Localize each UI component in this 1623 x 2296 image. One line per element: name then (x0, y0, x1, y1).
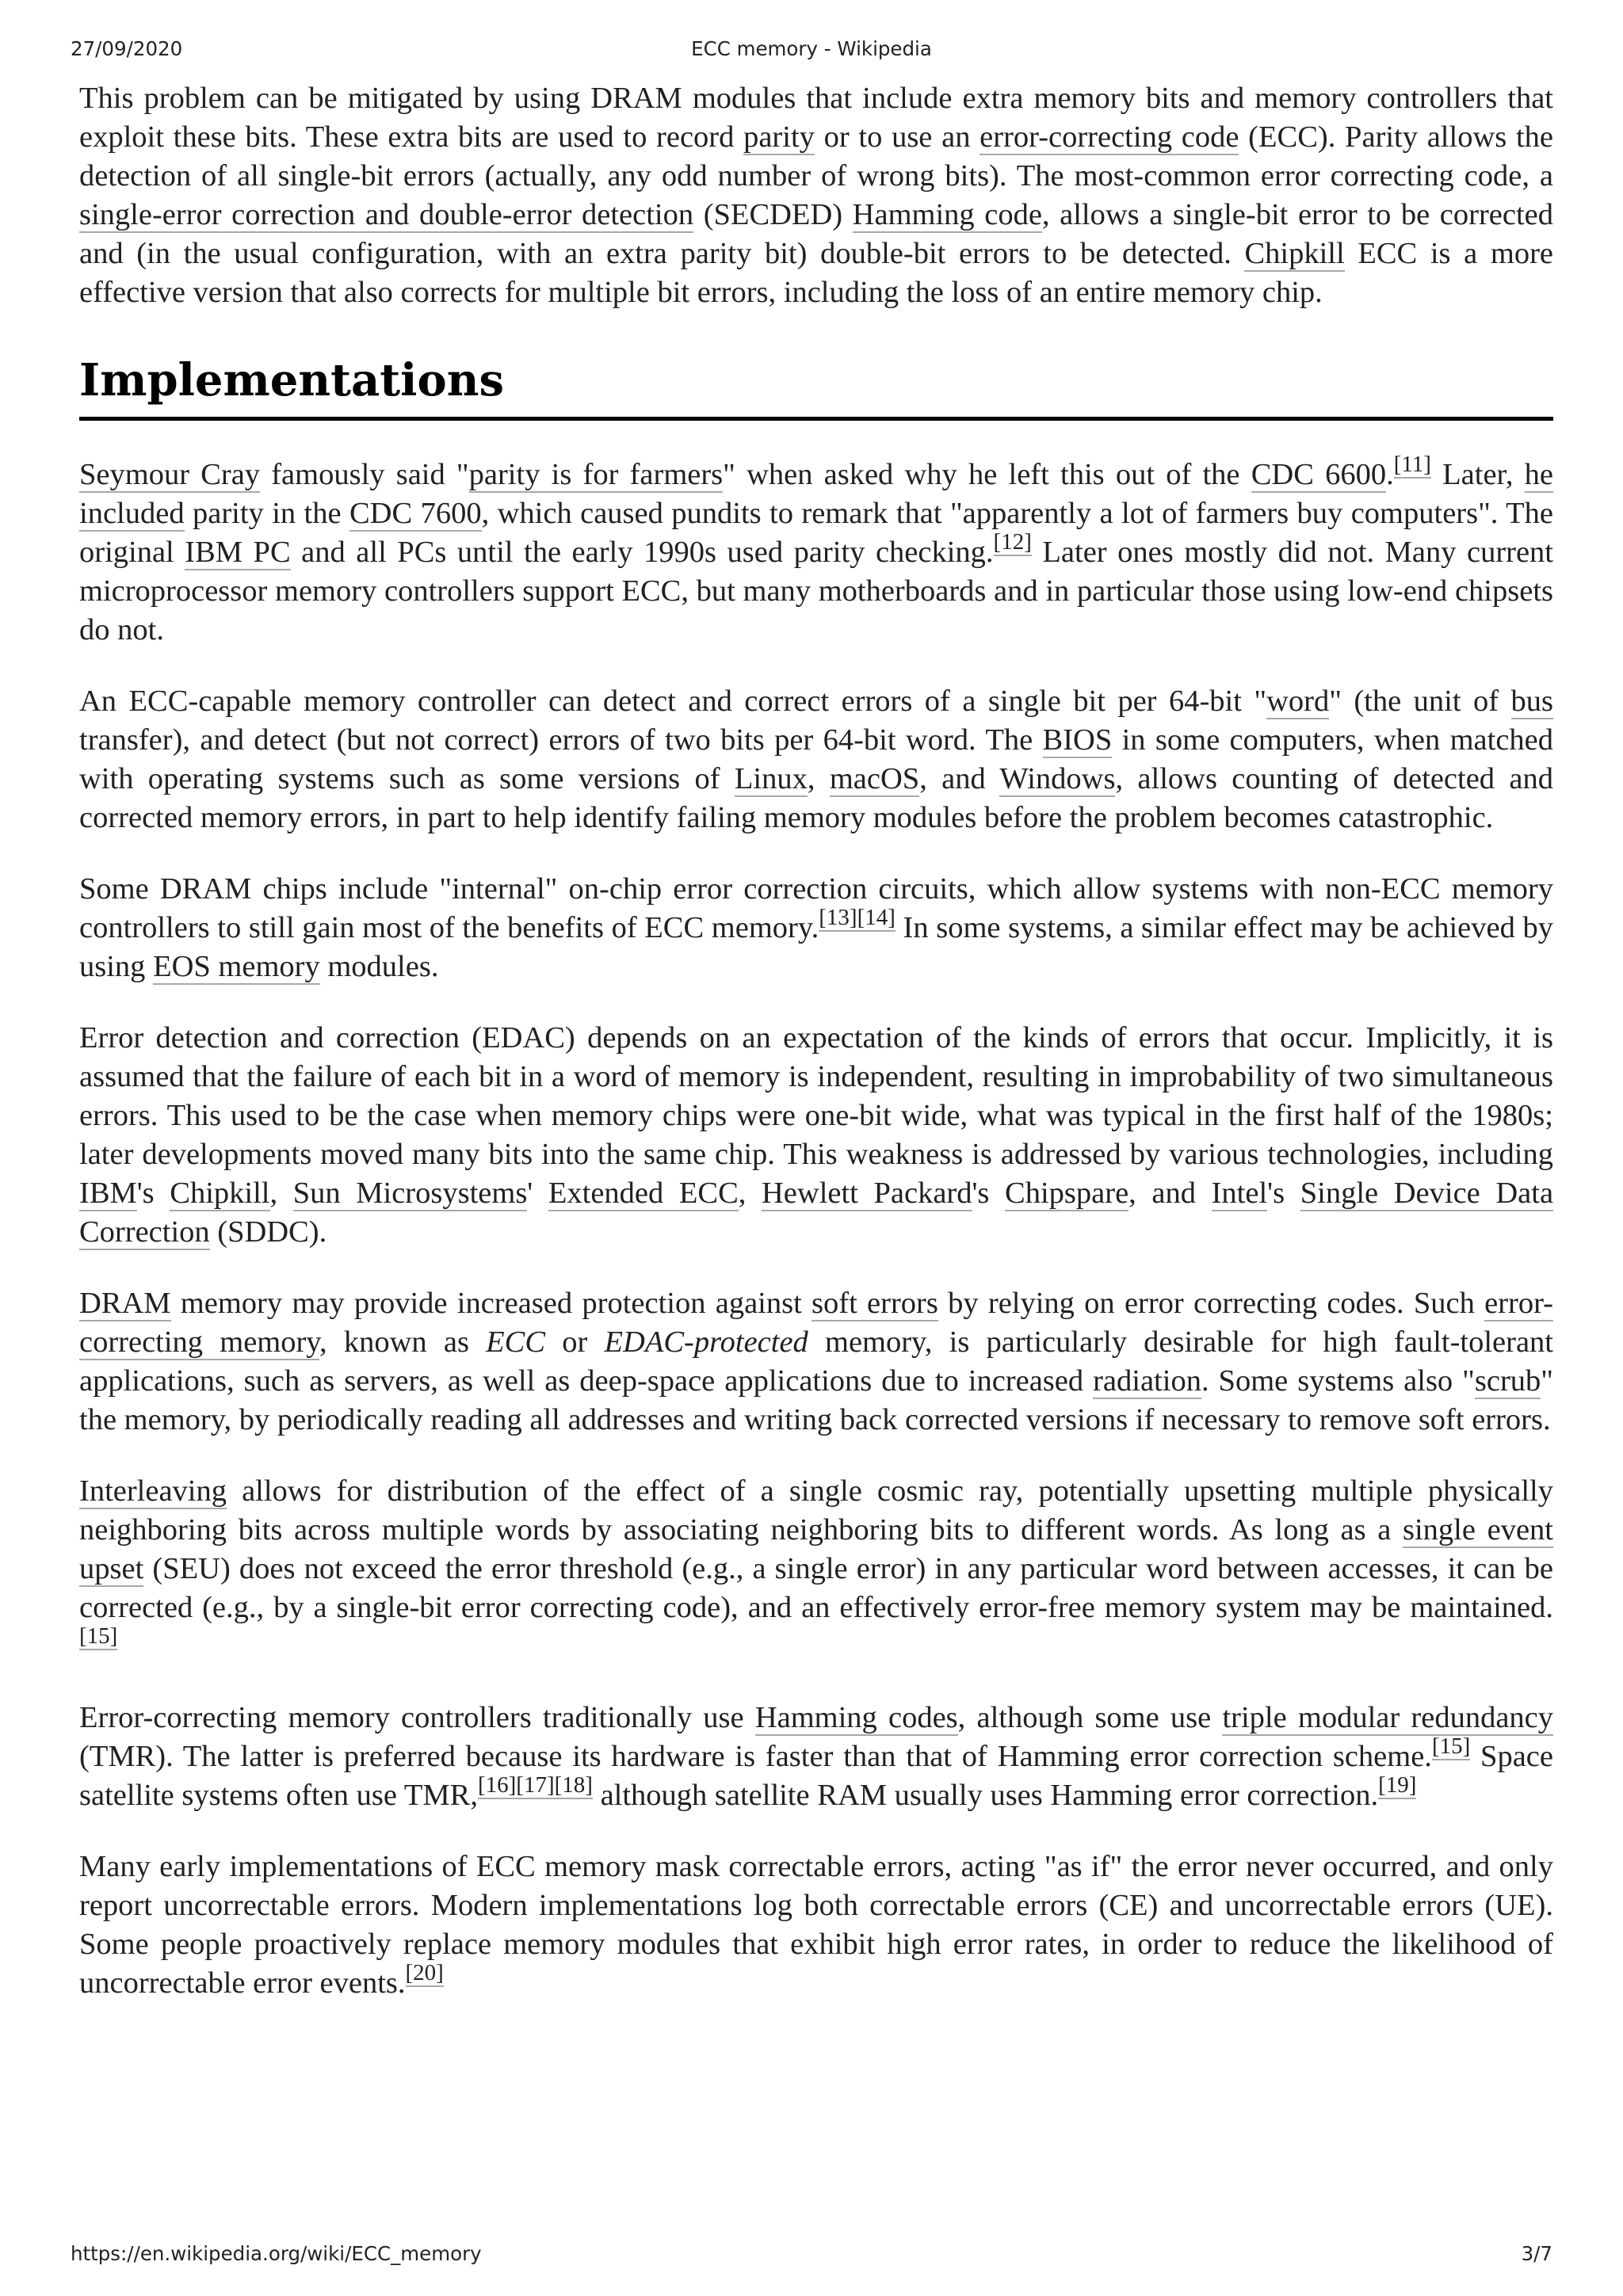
text: in some computers, when matched with operating systems such as some versions of (79, 723, 1553, 795)
section-heading: Implementations (79, 353, 1553, 421)
text: , and (1128, 1177, 1212, 1210)
text: , (269, 1177, 293, 1210)
link-cdc-6600[interactable]: CDC 6600 (1251, 458, 1387, 491)
link-intel[interactable]: Intel (1211, 1177, 1268, 1210)
text: memory, is particularly desirable for high fault-tolerant applications, such as servers, as well as deep-space applications due to increased (79, 1325, 1553, 1398)
text: In some systems, a similar effect may be achieved by using (79, 911, 1553, 983)
text: (SECDED) (693, 198, 853, 231)
term-edac-protected: EDAC-protected (604, 1325, 808, 1359)
link-bios[interactable]: BIOS (1042, 723, 1113, 757)
text: or to use an (814, 120, 980, 154)
text: " the memory, by periodically reading all addresses and writing back corrected versions if necessary to remove soft errors. (79, 1364, 1553, 1436)
page-number: 3/7 (1521, 2242, 1552, 2265)
text: Some DRAM chips include "internal" on-chip error correction circuits, which allow systems with non-ECC memory controllers to still gain most of the benefits of ECC memory. (79, 872, 1553, 944)
paragraph-error-logging (79, 1848, 1553, 2003)
text: 's (136, 1177, 170, 1210)
link-eos-memory[interactable]: EOS memory (153, 950, 320, 983)
text: Later, (1430, 458, 1525, 491)
text: , which caused pundits to remark that "apparently a lot of farmers buy computers". The original (79, 497, 1553, 569)
article-content (79, 79, 1553, 2035)
citation-16[interactable]: [16] (477, 1772, 517, 1798)
text: modules. (319, 950, 439, 983)
text: (SDDC). (209, 1215, 327, 1249)
link-radiation[interactable]: radiation (1093, 1364, 1201, 1398)
print-title: ECC memory - Wikipedia (691, 37, 932, 60)
paragraph-edac (79, 1019, 1553, 1252)
link-dram[interactable]: DRAM (79, 1287, 171, 1320)
paragraph-intro (79, 79, 1553, 312)
text: Many early implementations of ECC memory mask correctable errors, acting "as if" the error never occurred, and only report uncorrectable errors. Modern implementations log both correctable errors (CE) and uncorrectable errors (UE). Some people proactively replace memory modules that exhibit high error rates, in order to reduce the likelihood of uncorrectable error events. (79, 1850, 1553, 2000)
text: memory may provide increased protection against (170, 1287, 812, 1320)
citation-14[interactable]: [14] (857, 905, 896, 931)
link-windows[interactable]: Windows (999, 762, 1116, 795)
citation-13[interactable]: [13] (819, 905, 857, 931)
text: (ECC). Parity allows the detection of all single-bit errors (actually, any odd number of wrong bits). The most-common error correcting code, a (79, 120, 1553, 193)
text: 's (972, 1177, 1006, 1210)
text: parity in the (184, 497, 349, 530)
paragraph-hamming-tmr (79, 1699, 1553, 1815)
text: Space satellite systems often use TMR, (79, 1740, 1553, 1812)
citation-17[interactable]: [17] (516, 1772, 555, 1798)
link-seymour-cray[interactable]: Seymour Cray (79, 458, 261, 491)
text: 's (1267, 1177, 1300, 1210)
citation-18[interactable]: [18] (554, 1772, 593, 1798)
text: This problem can be mitigated by using DRAM modules that include extra memory bits and memory controllers that exploit these bits. These extra bits are used to record (79, 82, 1553, 154)
paragraph-interleaving (79, 1472, 1553, 1666)
text: " when asked why he left this out of the (723, 458, 1251, 491)
text: (SEU) does not exceed the error threshold (e.g., a single error) in any particular word between accesses, it can be corrected (e.g., by a single-bit error correcting code), and an effectively error-free memory system may be maintained. (79, 1552, 1553, 1624)
link-bus[interactable]: bus (1510, 685, 1553, 718)
text: , although some use (957, 1701, 1223, 1734)
link-hewlett-packard[interactable]: Hewlett Packard (762, 1177, 972, 1210)
text: , (807, 762, 830, 795)
text: (TMR). The latter is preferred because its hardware is faster than that of Hamming error correction scheme. (79, 1740, 1432, 1773)
citation-19[interactable]: [19] (1378, 1772, 1417, 1798)
link-chipkill[interactable]: Chipkill (1244, 237, 1345, 270)
citation-15[interactable]: [15] (79, 1623, 118, 1650)
link-secded[interactable]: single-error correction and double-error detection (79, 198, 694, 231)
print-header (0, 37, 1623, 66)
link-linux[interactable]: Linux (734, 762, 808, 795)
text: although satellite RAM usually uses Hamming error correction. (592, 1779, 1379, 1812)
link-cdc-7600[interactable]: CDC 7600 (349, 497, 482, 530)
link-interleaving[interactable]: Interleaving (79, 1474, 227, 1508)
link-error-correcting-memory[interactable]: error-correcting memory (79, 1287, 1553, 1359)
paragraph-ecc-controller (79, 682, 1553, 837)
text: ECC is a more effective version that also corrects for multiple bit errors, including the loss of an entire memory chip. (79, 237, 1553, 309)
text: . Some systems also " (1201, 1364, 1475, 1398)
text: allows for distribution of the effect of a single cosmic ray, potentially upsetting multiple physically neighboring bits across multiple words by associating neighboring bits to different words. As long as a (79, 1474, 1553, 1547)
text: and all PCs until the early 1990s used parity checking. (290, 536, 994, 569)
text: , (738, 1177, 762, 1210)
text: or (545, 1325, 605, 1359)
link-soft-errors[interactable]: soft errors (812, 1287, 938, 1320)
text: Later ones mostly did not. Many current microprocessor memory controllers support ECC, but many motherboards and in particular those using low-end chipsets do not. (79, 536, 1554, 646)
text: Error-correcting memory controllers traditionally use (79, 1701, 755, 1734)
link-parity-is-for-farmers[interactable]: parity is for farmers (468, 458, 724, 491)
link-triple-modular-redundancy[interactable]: triple modular redundancy (1222, 1701, 1554, 1734)
link-extended-ecc[interactable]: Extended ECC (548, 1177, 739, 1210)
text: , known as (319, 1325, 487, 1359)
link-hamming-codes[interactable]: Hamming codes (754, 1701, 958, 1734)
print-url: https://en.wikipedia.org/wiki/ECC_memory (71, 2242, 482, 2265)
link-macos[interactable]: macOS (829, 762, 920, 795)
link-chipkill[interactable]: Chipkill (170, 1177, 270, 1210)
link-chipspare[interactable]: Chipspare (1005, 1177, 1129, 1210)
link-sun-microsystems[interactable]: Sun Microsystems (292, 1177, 528, 1210)
term-ecc: ECC (486, 1325, 546, 1359)
link-ibm-pc[interactable]: IBM PC (185, 536, 291, 569)
text: Error detection and correction (EDAC) depends on an expectation of the kinds of errors that occur. Implicitly, it is assumed that the failure of each bit in a word of memory is independent, resulting in improbability of two simultaneous errors. This used to be the case when memory chips were one-bit wide, what was typical in the first half of the 1980s; later developments moved many bits into the same chip. This weakness is addressed by various technologies, including (79, 1021, 1553, 1171)
text: " (the unit of (1329, 685, 1511, 718)
link-hamming-code[interactable]: Hamming code (852, 198, 1042, 231)
text: . (1386, 458, 1394, 491)
text: An ECC-capable memory controller can detect and correct errors of a single bit per 64-bit " (79, 685, 1267, 718)
print-date: 27/09/2020 (71, 37, 183, 60)
link-sddc[interactable]: Single Device Data Correction (79, 1177, 1554, 1249)
text: , allows counting of detected and corrected memory errors, in part to help identify failing memory modules before the problem becomes catastrophic. (79, 762, 1553, 834)
link-single-event-upset[interactable]: single event upset (79, 1513, 1553, 1585)
citation-11[interactable]: [11] (1393, 452, 1431, 478)
link-scrub[interactable]: scrub (1474, 1364, 1541, 1398)
link-parity[interactable]: parity (743, 120, 815, 154)
paragraph-cray (79, 452, 1554, 650)
text: ' (527, 1177, 548, 1210)
link-word[interactable]: word (1266, 685, 1330, 718)
text: transfer), and detect (but not correct) errors of two bits per 64-bit word. The (79, 723, 1043, 757)
citation-20[interactable]: [20] (405, 1960, 444, 1986)
text: , and (919, 762, 1000, 795)
text: famously said " (260, 458, 469, 491)
citation-15[interactable]: [15] (1431, 1733, 1471, 1760)
text: by relying on error correcting codes. Such (938, 1287, 1485, 1320)
link-error-correcting-code[interactable]: error-correcting code (980, 120, 1239, 154)
link-ibm[interactable]: IBM (79, 1177, 137, 1210)
print-footer (0, 2242, 1623, 2271)
link-he-included[interactable]: he included (79, 458, 1553, 530)
citation-12[interactable]: [12] (993, 529, 1032, 555)
text: , allows a single-bit error to be corrected and (in the usual configuration, with an extra parity bit) double-bit errors to be detected. (79, 198, 1553, 270)
paragraph-dram-chips (79, 870, 1553, 986)
paragraph-soft-errors (79, 1284, 1553, 1440)
